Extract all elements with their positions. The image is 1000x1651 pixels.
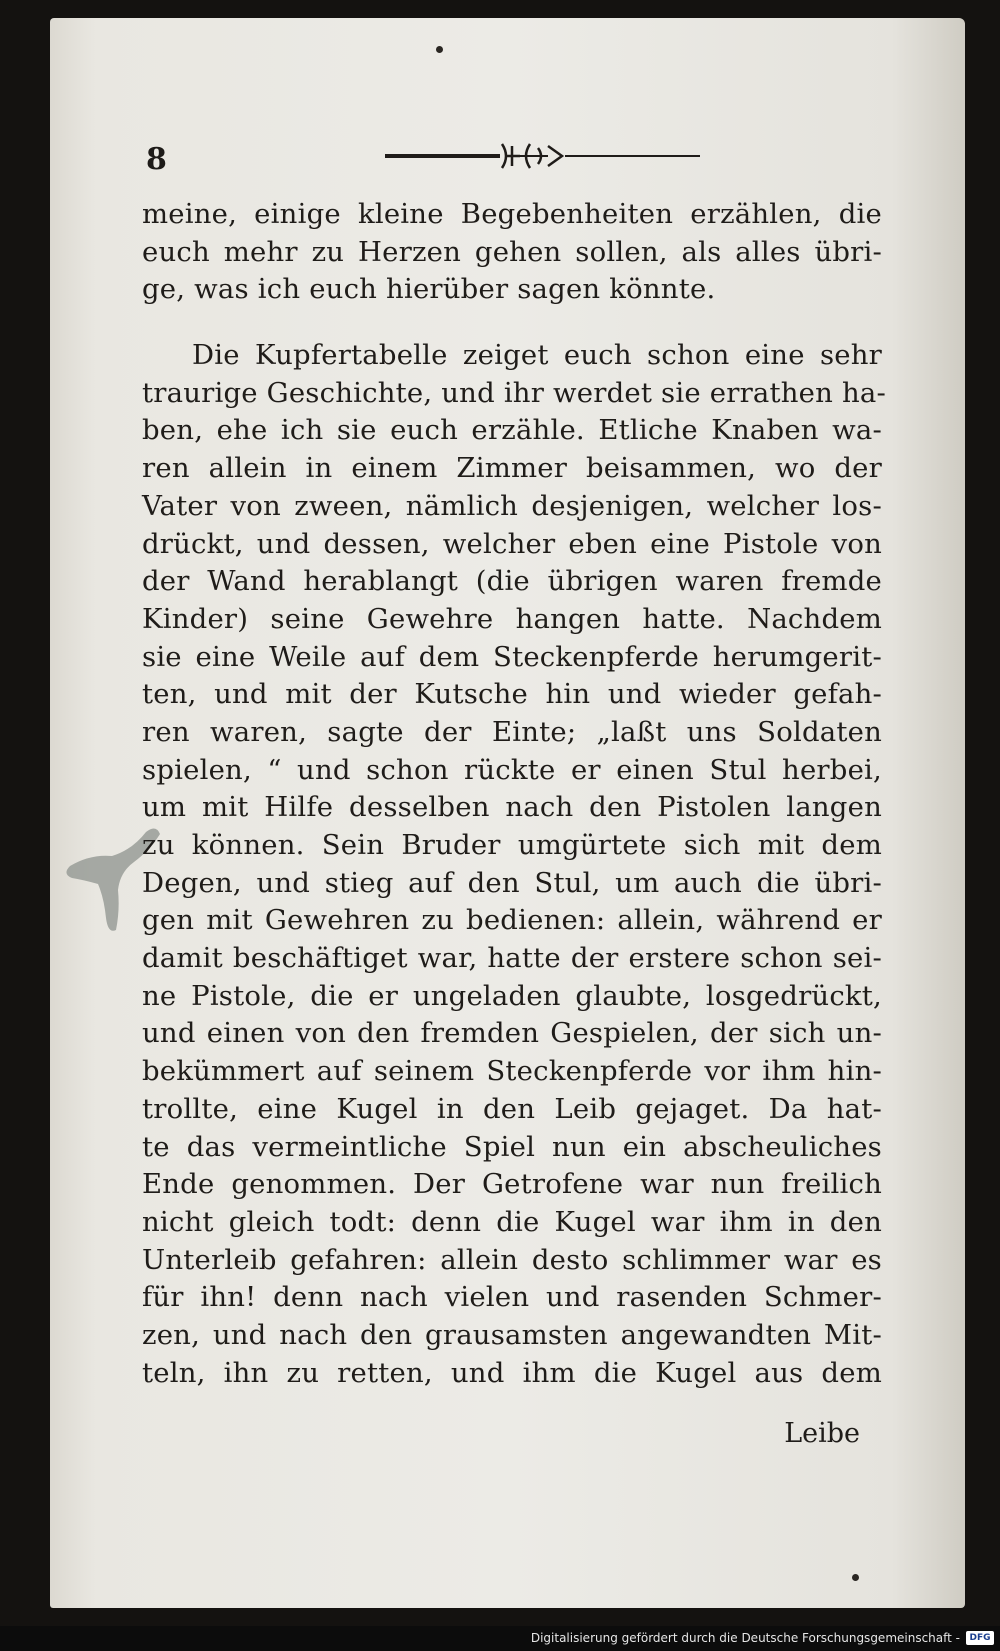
text-line: um mit Hilfe desselben nach den Pistolen langen (142, 791, 882, 824)
ornament-rule (330, 134, 700, 174)
text-line: zu können. Sein Bruder umgürtete sich mit dem (142, 829, 882, 861)
text-line: meine, einige kleine Begebenheiten erzählen, die (142, 198, 882, 230)
text-line: ne Pistole, die er ungeladen glaubte, losgedrückt, (142, 979, 882, 1012)
text-line: und einen von den fremden Gespielen, der sich un- (142, 1017, 882, 1050)
text-line: ben, ehe ich sie euch erzähle. Etliche Knaben wa- (142, 414, 882, 447)
catchword: Leibe (784, 1418, 860, 1449)
page-speck (436, 46, 443, 53)
text-line: euch mehr zu Herzen gehen sollen, als alles übri- (142, 235, 882, 268)
text-line: Ende genommen. Der Getrofene war nun freilich (142, 1168, 882, 1201)
page-number: 8 (146, 142, 167, 177)
text-line: sie eine Weile auf dem Steckenpferde herumgerit- (142, 640, 882, 673)
text-line: ten, und mit der Kutsche hin und wieder gefah- (142, 678, 882, 711)
text-line: ge, was ich euch hierüber sagen könnte. (142, 273, 716, 306)
text-line: traurige Geschichte, und ihr werdet sie errathen ha- (142, 376, 887, 409)
text-line: der Wand herablangt (die übrigen waren fremde (142, 565, 882, 598)
text-line: nicht gleich todt: denn die Kugel war ihm in den (142, 1205, 882, 1238)
text-line: Degen, und stieg auf den Stul, um auch die übri- (142, 866, 882, 899)
text-line: ren allein in einem Zimmer beisammen, wo der (142, 452, 882, 485)
text-line: teln, ihn zu retten, und ihm die Kugel aus dem (142, 1356, 882, 1389)
text-line: trollte, eine Kugel in den Leib gejaget. Da hat- (142, 1092, 882, 1125)
text-line: zen, und nach den grausamsten angewandten Mit- (142, 1318, 882, 1351)
page-body (142, 196, 887, 1392)
text-line: te das vermeintliche Spiel nun ein abscheuliches (142, 1130, 882, 1163)
text-line: spielen, “ und schon rückte er einen Stul herbei, (142, 753, 882, 786)
text-line: ren waren, sagte der Einte; „laßt uns Soldaten (142, 715, 882, 748)
text-line: Vater von zween, nämlich desjenigen, welcher los- (142, 489, 882, 522)
text-line: damit beschäftiget war, hatte der erstere schon sei- (142, 942, 882, 975)
text-line: drückt, und dessen, welcher eben eine Pistole von (142, 527, 882, 560)
text-line: Die Kupfertabelle zeiget euch schon eine sehr (192, 339, 882, 372)
footer-bar (0, 1626, 1000, 1651)
text-line: bekümmert auf seinem Steckenpferde vor ihm hin- (142, 1055, 882, 1088)
funding-credit: Digitalisierung gefördert durch die Deutsche Forschungsgemeinschaft - (530, 1631, 960, 1645)
dfg-logo[interactable]: DFG (966, 1631, 994, 1645)
text-line: gen mit Gewehren zu bedienen: allein, während er (142, 904, 882, 937)
paragraph-gap (142, 309, 882, 337)
page-speck (852, 1574, 859, 1581)
text-line: für ihn! denn nach vielen und rasenden Schmer- (142, 1281, 882, 1314)
text-line: Unterleib gefahren: allein desto schlimmer war es (142, 1243, 882, 1276)
text-line: Kinder) seine Gewehre hangen hatte. Nachdem (142, 602, 882, 635)
